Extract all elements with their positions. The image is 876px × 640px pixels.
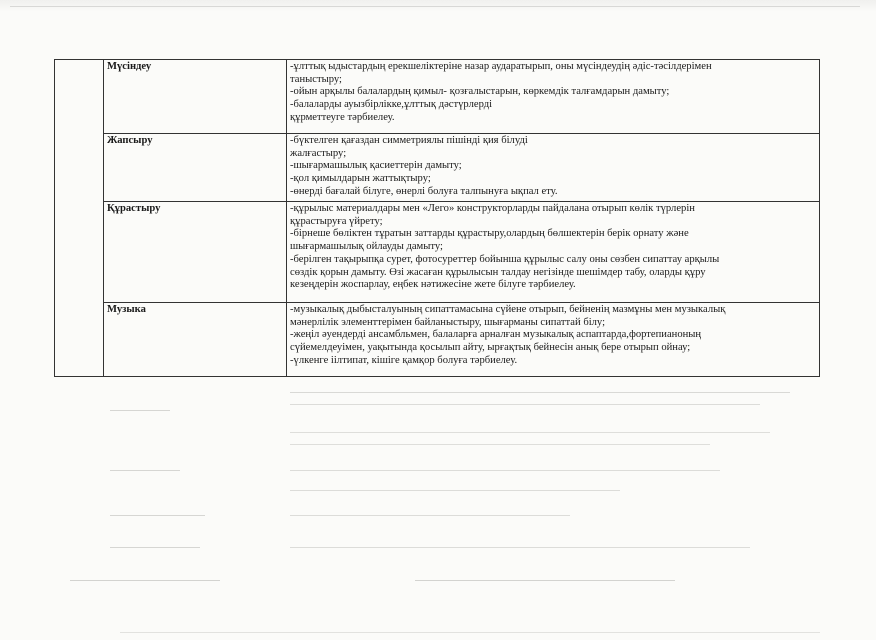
bleed-through-mark [290, 470, 720, 471]
goal-line: мәнерлілік элементтерімен байланыстыру, шығарманы сипаттай білу; [290, 316, 606, 328]
paper-edge-line [10, 6, 860, 7]
bleed-through-mark [110, 547, 200, 548]
table-row [55, 303, 820, 377]
goal-line: -жеңіл әуендерді ансамбльмен, балаларға арналған музыкалық аспаптарда,фортепианоның [290, 329, 702, 341]
goal-line: -балаларды ауызбірлікке,ұлттық дәстүрлерді [290, 99, 493, 111]
goals-cell [287, 303, 820, 377]
bleed-through-mark [290, 404, 760, 405]
goal-line: сөздік қорын дамыту. Өзі жасаған құрылысын талдау негізінде шешімдер табу, оларды құру [290, 266, 706, 278]
goal-line: -үлкенге іілтипат, кішіге қамқор болуға тәрбиелеу. [290, 354, 518, 366]
bleed-through-mark [290, 547, 750, 548]
area-cell: Жапсыру [104, 134, 287, 202]
goal-line: -қол қимылдарын жаттықтыру; [290, 173, 431, 185]
goal-line: -ұлттық ыдыстардың ерекшеліктеріне назар аударатырып, оны мүсіндеудің әдіс-тәсілдерімен [290, 61, 712, 72]
bleed-through-mark [110, 515, 205, 516]
bleed-through-mark [290, 490, 620, 491]
area-cell: Музыка [104, 303, 287, 377]
bleed-through-mark [110, 410, 170, 411]
goal-line: -бірнеше бөліктен тұратын заттарды құрастыру,олардың бөлшектерін берік орнату және [290, 228, 689, 240]
goal-line: шығармашылық ойлауды дамыту; [290, 241, 443, 253]
goal-line: -берілген тақырыпқа сурет, фотосуреттер бойынша құрылыс салу оны сөзбен сипаттау арқылы [290, 253, 720, 265]
goals-cell [287, 202, 820, 303]
bleed-through-mark [70, 580, 220, 581]
goals-cell [287, 134, 820, 202]
goal-line: кезеңдерін жоспарлау, еңбек нәтижесіне жете білуге тәрбиелеу. [290, 279, 576, 291]
goal-line: құрметтеуге тәрбиелеу. [290, 111, 395, 123]
bleed-through-mark [290, 515, 570, 516]
bleed-through-mark [290, 432, 770, 433]
goals-cell [287, 60, 820, 134]
goal-line: -музыкалық дыбысталуының сипаттамасына сүйене отырып, бейненің мазмұны мен музыкалық [290, 304, 726, 315]
area-cell: Құрастыру [104, 202, 287, 303]
goal-line: сүйемелдеуімен, уақытында қосылып айту, ырғақтық бейнесін анық бере отырып ойнау; [290, 342, 691, 354]
bleed-through-mark [415, 580, 675, 581]
bleed-through-mark [290, 392, 790, 393]
goal-line: -шығармашылық қасиеттерін дамыту; [290, 160, 462, 172]
goal-line: -құрылыс материалдары мен «Лего» конструкторларды пайдалана отырып көлік түрлерін [290, 203, 695, 214]
goal-line: жалғастыру; [290, 147, 347, 159]
bleed-through-mark [120, 632, 820, 633]
left-blank-column [55, 60, 104, 377]
table-row [55, 60, 820, 134]
goal-line: таныстыру; [290, 73, 342, 85]
curriculum-table [54, 59, 820, 377]
goal-line: құрастыруға үйрету; [290, 215, 383, 227]
goal-line: -өнерді бағалай білуге, өнерлі болуға талпынуға ықпал ету. [290, 185, 558, 197]
goal-line: -бүктелген қағаздан симметриялы пішінді қия білуді [290, 135, 528, 146]
area-cell: Мүсіндеу [104, 60, 287, 134]
bleed-through-mark [290, 444, 710, 445]
bleed-through-mark [110, 470, 180, 471]
table-row [55, 202, 820, 303]
goal-line: -ойын арқылы балалардың қимыл- қозғалыстарын, көркемдік талғамдарын дамыту; [290, 86, 670, 98]
table-row [55, 134, 820, 202]
